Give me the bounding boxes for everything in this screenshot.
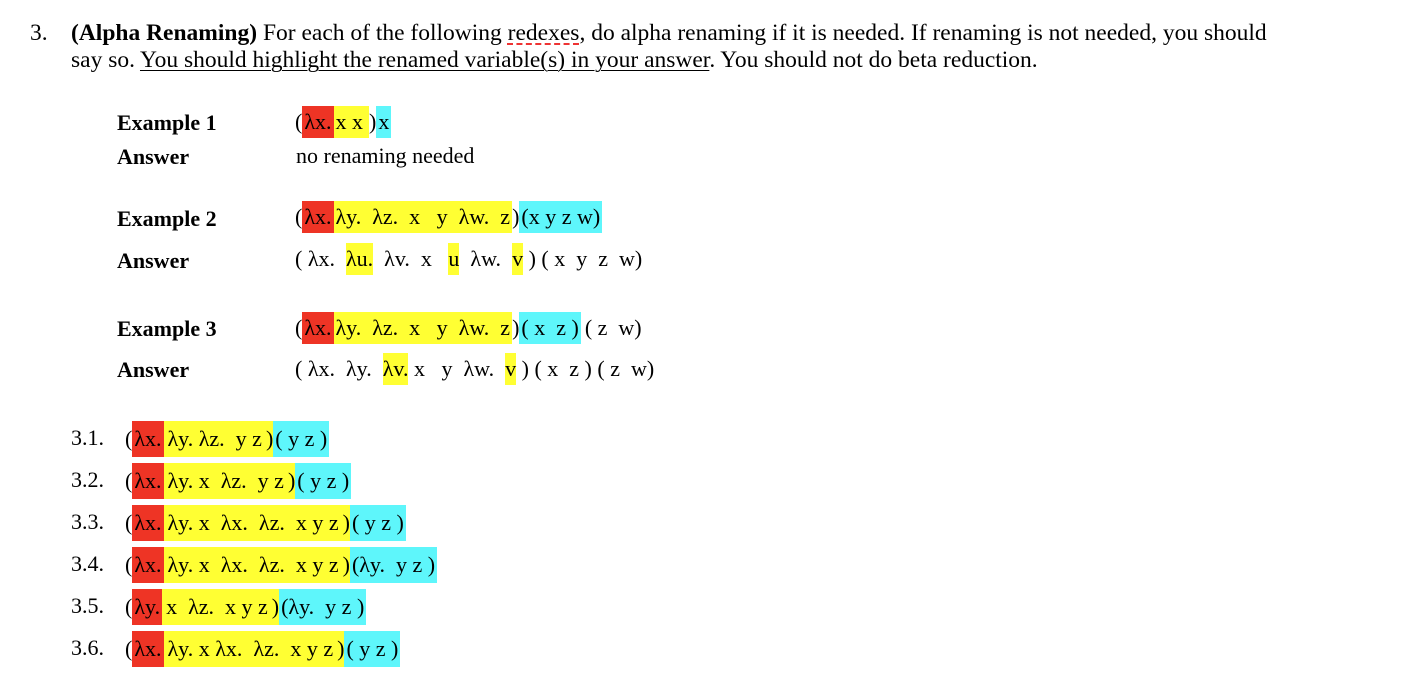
renamed-highlight: λu. [346,243,373,275]
body-highlight: λy. λz. x y λw. z [334,201,513,233]
item-number: 3.5. [71,593,104,618]
misspelled-word: redexes [507,20,580,46]
example-2-label: Example 2 [117,206,217,231]
trailing-term: ( z w) [584,315,642,340]
binder-highlight: λx. [132,505,163,541]
paren: ( [125,510,133,535]
answer-text: ) ( x y z w) [523,246,643,271]
answer-text: λv. x [373,246,449,271]
renamed-highlight: v [512,243,523,275]
binder-highlight: λx. [132,631,163,667]
item-number: 3.2. [71,467,104,492]
item-number: 3.4. [71,551,104,576]
binder-highlight: λx. [132,463,163,499]
example-1-answer-label: Answer [117,144,190,169]
item-number: 3.6. [71,635,104,660]
binder-highlight: λx. [132,547,163,583]
body-highlight: λy. x λx. λz. x y z [164,505,343,541]
item-expr [125,589,366,625]
paren: ) [369,109,377,134]
example-3-label: Example 3 [117,316,217,341]
item-expr [125,547,437,583]
paren: ( [125,468,133,493]
question-line-2 [71,47,1038,73]
argument-highlight: ( y z ) [344,631,400,667]
example-1-expr [295,106,391,138]
example-2-answer [295,243,642,275]
body-highlight: λy. x λx. λz. x y z [164,631,338,667]
body-highlight: x λz. x y z [162,589,272,625]
body-highlight: λy. x λx. λz. x y z [164,547,343,583]
argument-highlight: (x y z w) [519,201,602,233]
example-2-answer-label: Answer [117,248,190,273]
argument-highlight: ( y z ) [295,463,351,499]
binder-highlight: λx. [302,312,333,344]
example-3-expr [295,312,642,344]
argument-highlight: ( y z ) [273,421,329,457]
answer-text: ( λx. λy. [295,356,383,381]
paren: ) [288,463,295,499]
binder-highlight: λx. [302,201,333,233]
item-expr [125,463,351,499]
argument-highlight: ( y z ) [350,505,406,541]
item-expr [125,631,400,667]
paren: ( [125,594,133,619]
item-number: 3.1. [71,425,104,450]
answer-text: ) ( x z ) ( z w) [516,356,655,381]
answer-text: x y λw. [408,356,506,381]
paren: ) [343,505,350,541]
paren: ) [272,589,279,625]
argument-highlight: x [376,106,391,138]
answer-text: ( λx. [295,246,346,271]
answer-text: λw. [459,246,513,271]
paren: ) [337,631,344,667]
item-number: 3.3. [71,509,104,534]
body-highlight: x x [334,106,370,138]
paren: ) [512,315,520,340]
example-1-answer: no renaming needed [296,143,475,168]
question-text-2b: . You should not do beta reduction. [709,47,1038,73]
argument-highlight: ( x z ) [519,312,580,344]
example-2-expr [295,201,602,233]
example-3-answer [295,353,654,385]
example-1-label: Example 1 [117,110,217,135]
argument-highlight: (λy. y z ) [350,547,437,583]
renamed-highlight: λv. [383,353,409,385]
paren: ( [295,109,303,134]
body-highlight: λy. λz. x y λw. z [334,312,513,344]
question-title: (Alpha Renaming) [71,20,258,46]
paren: ( [125,552,133,577]
paren: ( [125,426,133,451]
highlight-instruction: You should highlight the renamed variable(s) in your answer [139,47,710,73]
paren: ( [295,204,303,229]
renamed-highlight: v [505,353,516,385]
paren: ( [125,636,133,661]
binder-highlight: λx. [132,421,163,457]
binder-highlight: λx. [302,106,333,138]
paren: ) [512,204,520,229]
example-3-answer-label: Answer [117,357,190,382]
body-highlight: λy. x λz. y z [164,463,288,499]
question-text-1b: , do alpha renaming if it is needed. If renaming is not needed, you should [579,20,1267,46]
question-text-1a: For each of the following [262,20,508,46]
item-expr [125,505,406,541]
paren: ( [295,315,303,340]
paren: ) [266,421,273,457]
item-expr [125,421,329,457]
renamed-highlight: u [448,243,459,275]
argument-highlight: (λy. y z ) [279,589,366,625]
question-number: 3. [30,20,48,46]
body-highlight: λy. λz. y z [164,421,266,457]
paren: ) [343,547,350,583]
binder-highlight: λy. [132,589,162,625]
question-line-1 [71,20,1267,46]
question-text-2a: say so. [71,47,140,73]
